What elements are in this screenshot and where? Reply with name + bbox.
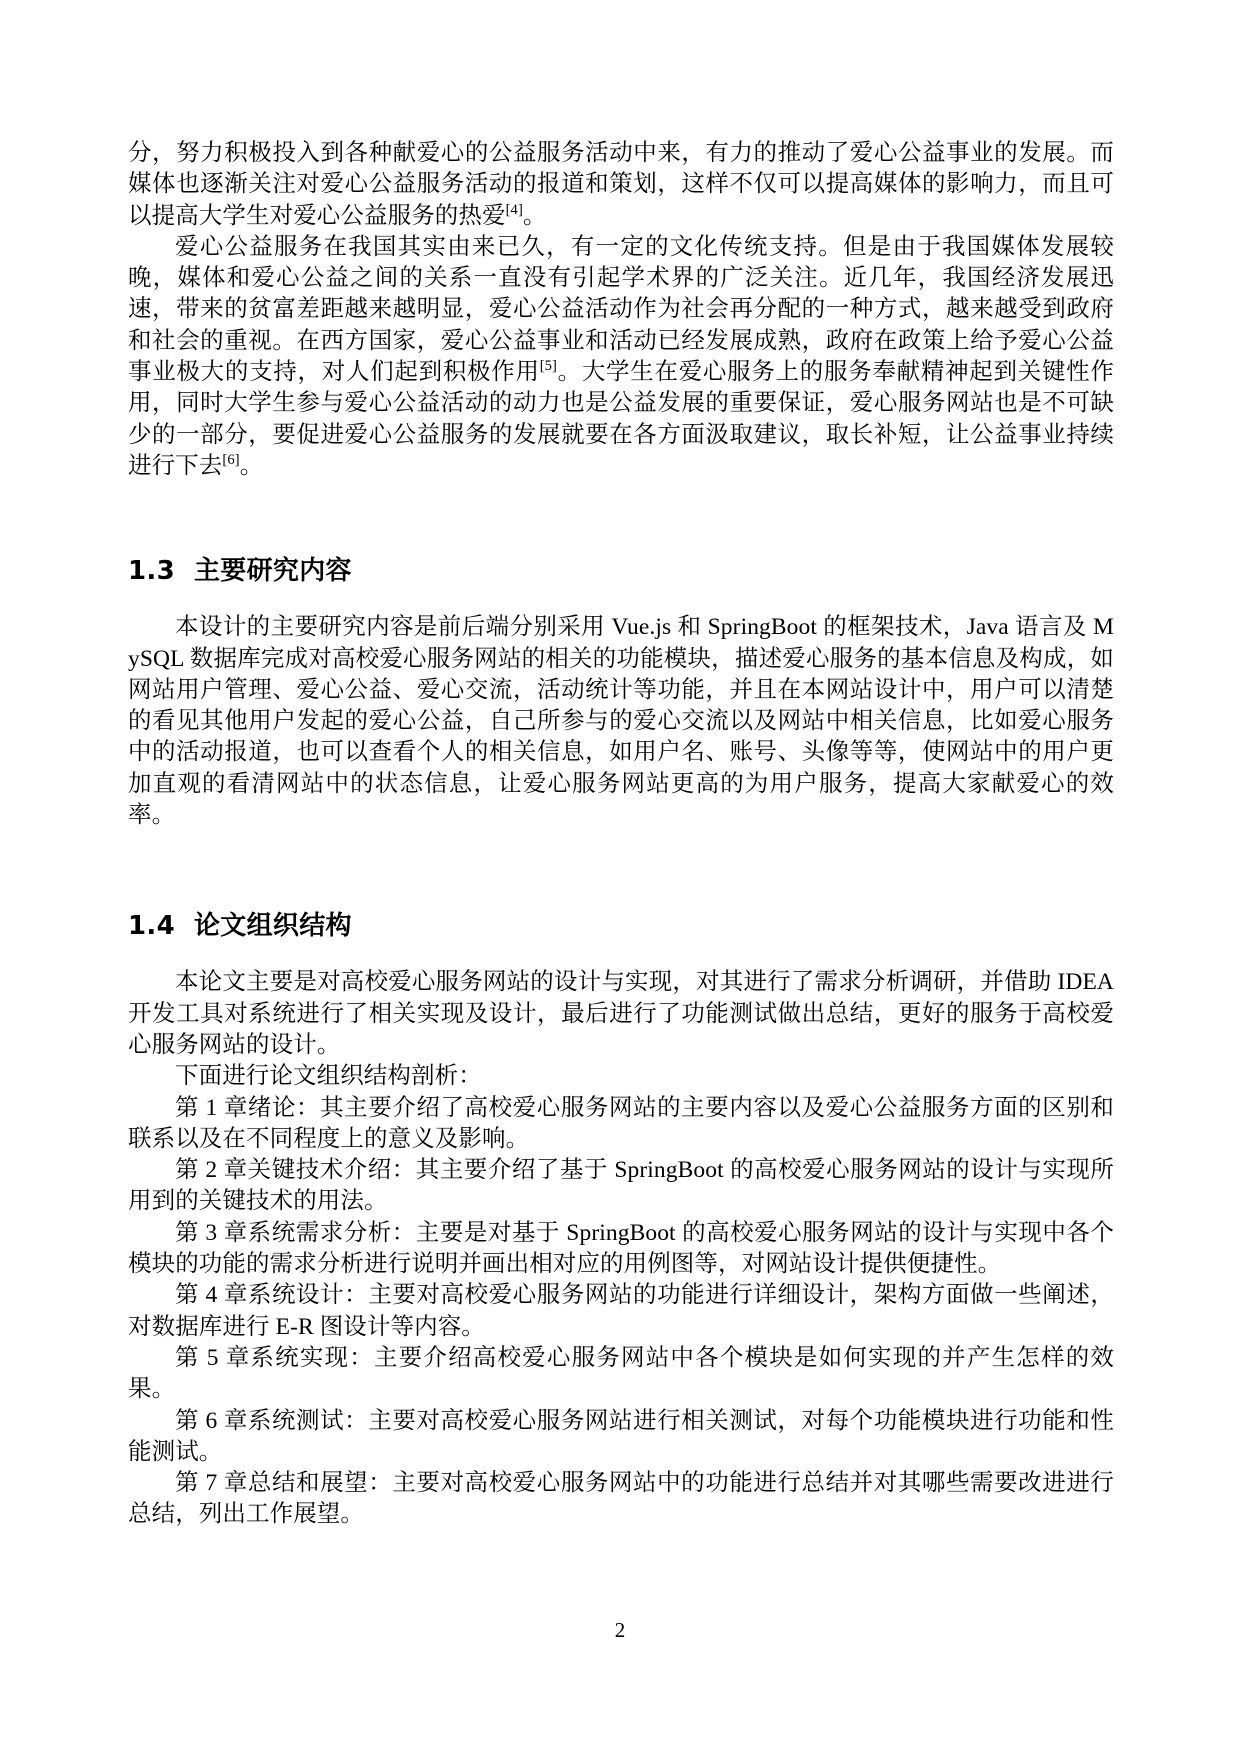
heading-section-1-4 <box>128 909 1114 943</box>
paragraph-thesis-overview: 本论文主要是对高校爱心服务网站的设计与实现，对其进行了需求分析调研，并借助 IDEA 开发工具对系统进行了相关实现及设计，最后进行了功能测试做出总结，更好的服务于高校爱心服务网站的设计。 <box>128 969 1114 1058</box>
paragraph-charity-history <box>128 232 1114 482</box>
paragraph-chapter-6: 第 6 章系统测试：主要对高校爱心服务网站进行相关测试，对每个功能模块进行功能和性能测试。 <box>128 1407 1114 1465</box>
page-number: 2 <box>614 1618 626 1642</box>
paragraph-structure-intro: 下面进行论文组织结构剖析： <box>175 1063 482 1090</box>
citation-ref-6: [6] <box>222 452 240 469</box>
heading-1-4-number: 1.4 <box>128 911 175 942</box>
paragraph-chapter-4: 第 4 章系统设计：主要对高校爱心服务网站的功能进行详细设计，架构方面做一些阐述，对数据库进行 E-R 图设计等内容。 <box>128 1282 1114 1340</box>
paragraph-2-part1: 爱心公益服务在我国其实由来已久，有一定的文化传统支持。但是由于我国媒体发展较晚，媒体和爱心公益之间的关系一直没有引起学术界的广泛关注。近几年，我国经济发展迅速，带来的贫富差距越来越明显，爱心公益活动作为社会再分配的一种方式，越来越受到政府和社会的重视。在西方国家，爱心公益事业和活动已经发展成熟，政府在政策上给予爱心公益事业极大的支持，对人们起到积极作用 <box>128 233 1114 386</box>
citation-ref-5: [5] <box>539 358 557 375</box>
paragraph-continued <box>128 138 1114 232</box>
paragraph-continued-text: 分，努力积极投入到各种献爱心的公益服务活动中来，有力的推动了爱心公益事业的发展。而媒体也逐渐关注对爱心公益服务活动的报道和策划，这样不仅可以提高媒体的影响力，而且可以提高大学生对爱心公益服务的热爱 <box>128 140 1114 229</box>
paragraph-section-1-3-body: 本设计的主要研究内容是前后端分别采用 Vue.js 和 SpringBoot 的框架技术，Java 语言及 MySQL 数据库完成对高校爱心服务网站的相关的功能模块，描述爱心服务的基本信息及构成，如网站用户管理、爱心公益、爱心交流，活动统计等功能，并且在本网站设计中，用户可以清楚的看见其他用户发起的爱心公益，自己所参与的爱心交流以及网站中相关信息，比如爱心服务中的活动报道，也可以查看个人的相关信息，如用户名、账号、头像等等，使网站中的用户更加直观的看清网站中的状态信息，让爱心服务网站更高的为用户服务，提高大家献爱心的效率。 <box>128 614 1114 829</box>
paragraph-chapter-5: 第 5 章系统实现：主要介绍高校爱心服务网站中各个模块是如何实现的并产生怎样的效果。 <box>128 1344 1114 1403</box>
page-content <box>128 138 1114 1531</box>
spacer-after-section-1-3 <box>128 588 1114 612</box>
spacer-before-section-1-4 <box>128 831 1114 909</box>
heading-section-1-3 <box>128 554 1114 588</box>
paragraph-continued-tail: 。 <box>522 202 547 229</box>
heading-1-3-title: 主要研究内容 <box>194 556 352 587</box>
paragraph-chapter-3: 第 3 章系统需求分析：主要是对基于 SpringBoot 的高校爱心服务网站的设计与实现中各个模块的功能的需求分析进行说明并画出相对应的用例图等，对网站设计提供便捷性。 <box>128 1219 1114 1278</box>
spacer-after-section-1-4 <box>128 943 1114 967</box>
paragraph-chapter-7: 第 7 章总结和展望：主要对高校爱心服务网站中的功能进行总结并对其哪些需要改进进行总结，列出工作展望。 <box>128 1470 1114 1528</box>
paragraph-2-part2: 。大学生在爱心服务上的服务奉献精神起到关键性作用，同时大学生参与爱心公益活动的动力也是公益发展的重要保证，爱心服务网站也是不可缺少的一部分，要促进爱心公益服务的发展就要在各方面汲取建议，取长补短，让公益事业持续进行下去 <box>128 359 1114 479</box>
heading-1-3-number: 1.3 <box>128 556 175 587</box>
spacer-before-section-1-3 <box>128 482 1114 554</box>
paragraph-chapter-1: 第 1 章绪论：其主要介绍了高校爱心服务网站的主要内容以及爱心公益服务方面的区别和联系以及在不同程度上的意义及影响。 <box>128 1094 1114 1152</box>
heading-1-4-title: 论文组织结构 <box>194 911 352 942</box>
paragraph-chapter-2: 第 2 章关键技术介绍：其主要介绍了基于 SpringBoot 的高校爱心服务网站的设计与实现所用到的关键技术的用法。 <box>128 1157 1114 1215</box>
paragraph-2-part3: 。 <box>239 452 264 479</box>
citation-ref-4: [4] <box>505 201 523 218</box>
